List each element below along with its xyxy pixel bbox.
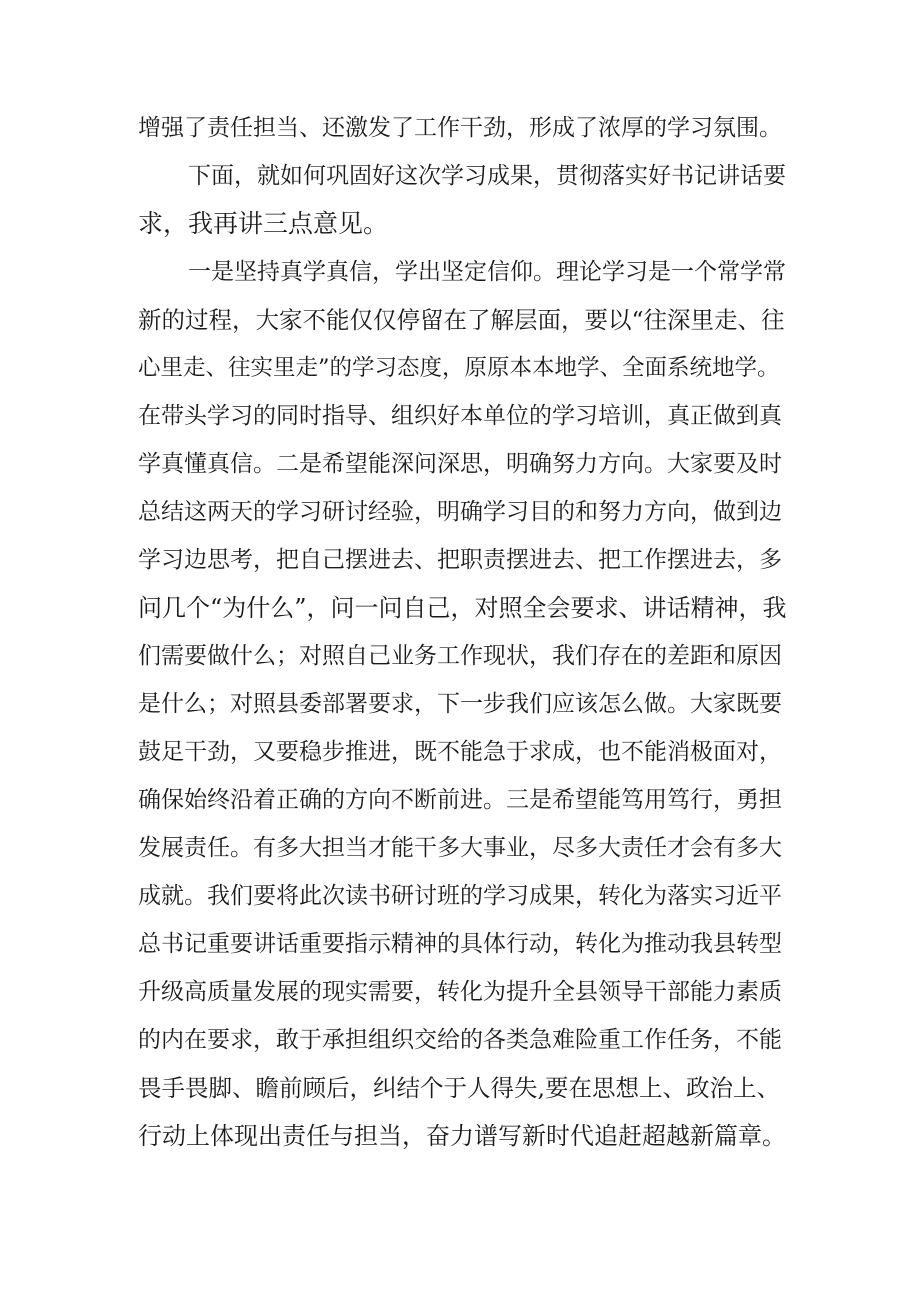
text-line: 问几个“为什么”，问一问自己，对照全会要求、讲话精神，我: [138, 594, 787, 622]
text-line: 总书记重要讲话重要指示精神的具体行动，转化为推动我县转型: [138, 931, 782, 957]
text-line: 成就。我们要将此次读书研讨班的学习成果，转化为落实习近平: [138, 883, 782, 909]
text-line: 的内在要求，敢于承担组织交给的各类急难险重工作任务，不能: [138, 1027, 782, 1053]
text-line: 总结这两天的学习研讨经验，明确学习目的和努力方向，做到边: [138, 499, 782, 525]
text-line: 学习边思考，把自己摆进去、把职责摆进去、把工作摆进去，多: [138, 547, 782, 573]
text-line: 新的过程，大家不能仅仅停留在了解层面，要以“往深里走、往: [138, 306, 785, 334]
text-line: 在带头学习的同时指导、组织好本单位的学习培训，真正做到真: [138, 403, 782, 429]
text-line: 行动上体现出责任与担当，奋力谱写新时代追赶超越新篇章。: [138, 1122, 786, 1150]
text-line: 心里走、往实里走”的学习态度，原原本本地学、全面系统地学。: [138, 355, 780, 381]
text-line: 畏手畏脚、瞻前顾后，纠结个于人得失,要在思想上、政治上、: [138, 1074, 780, 1102]
text-line: 下面，就如何巩固好这次学习成果，贯彻落实好书记讲话要: [188, 163, 786, 189]
text-line: 发展责任。有多大担当才能干多大事业，尽多大责任才会有多大: [138, 835, 782, 861]
text-line: 确保始终沿着正确的方向不断前进。三是希望能笃用笃行，勇担: [138, 787, 782, 813]
text-line: 求，我再讲三点意见。: [138, 209, 389, 238]
text-line: 增强了责任担当、还激发了工作干劲，形成了浓厚的学习氛围。: [138, 115, 782, 141]
text-line: 学真懂真信。二是希望能深问深思，明确努力方向。大家要及时: [138, 451, 782, 477]
text-line: 升级高质量发展的现实需要，转化为提升全县领导干部能力素质: [138, 979, 782, 1005]
text-line: 一是坚持真学真信，学出坚定信仰。理论学习是一个常学常: [188, 259, 786, 285]
text-line: 是什么；对照县委部署要求，下一步我们应该怎么做。大家既要: [138, 691, 782, 717]
text-line: 鼓足干劲，又要稳步推进，既不能急于求成，也不能消极面对，: [138, 739, 782, 765]
text-line: 们需要做什么；对照自己业务工作现状，我们存在的差距和原因: [138, 643, 782, 669]
